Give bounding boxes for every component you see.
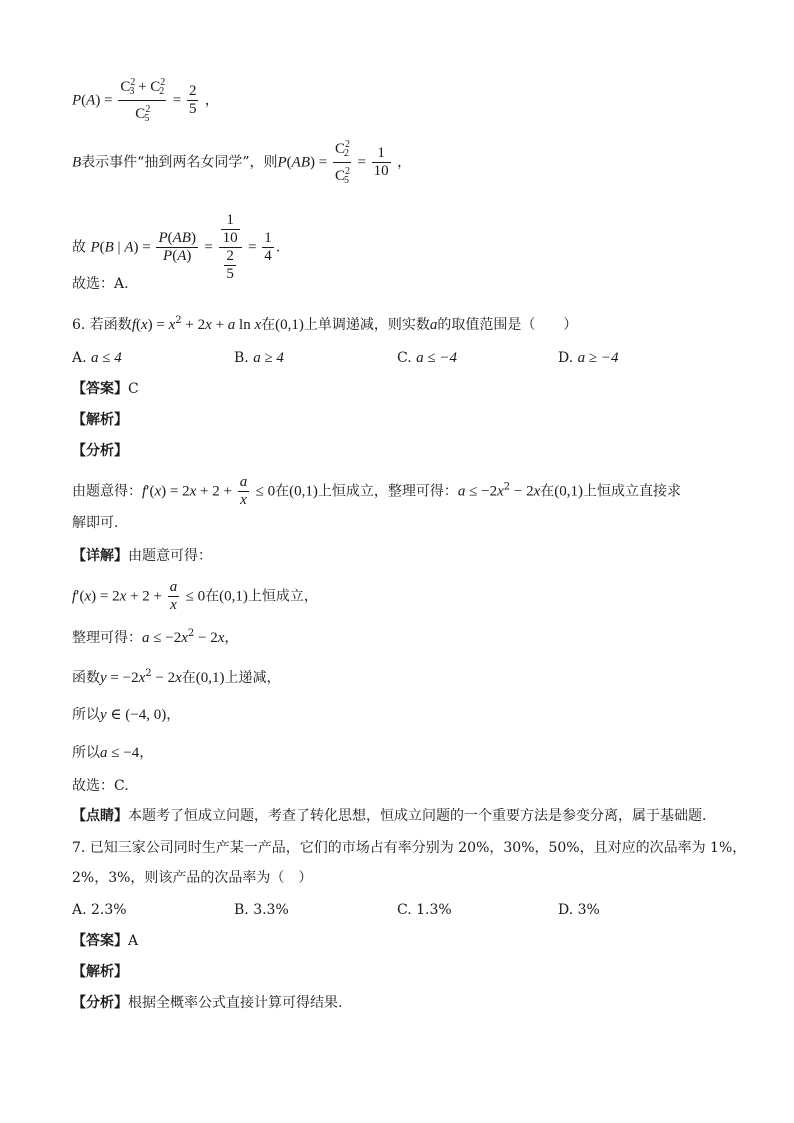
question-7-line-2: 2%，3%，则该产品的次品率为（ ） [72, 870, 313, 886]
choose-a: 故选：A. [72, 276, 129, 292]
text: 上恒成立， [247, 588, 318, 605]
fraction: $\frac{a}{x}$ [239, 474, 248, 508]
punctuation: ， [397, 154, 412, 171]
text: 在 [540, 483, 555, 500]
fraction: $\frac{C^2_3 + C^2_2}{C^2_5}$ [118, 74, 166, 127]
q6-option-c: C. a ≤ −4 [397, 350, 457, 366]
text: 上恒成立，整理可得： [317, 483, 458, 500]
q6-answer [72, 379, 139, 399]
text: 表示事件“抽到两名女同学”，则 [81, 154, 278, 171]
answer-label: 【答案】 [72, 381, 128, 397]
q6-options [72, 348, 722, 368]
text: ， [224, 630, 239, 646]
answer-label: 【答案】 [72, 933, 128, 949]
fenxi-label: 【分析】 [72, 443, 128, 459]
text: 本题考了恒成立问题，考查了转化思想，恒成立问题的一个重要方法是参变分离，属于基础题. [128, 808, 707, 824]
q7-answer [72, 931, 138, 951]
q7-option-d: D. 3% [558, 902, 600, 918]
text: 在 [205, 588, 220, 605]
text: 6. 若函数 [72, 317, 132, 333]
q6-fenxi-cont: 解即可. [72, 515, 119, 531]
text: 由题意得： [72, 483, 142, 500]
punctuation: ， [204, 92, 219, 109]
text: 函数 [72, 670, 100, 686]
text: 故 [72, 239, 86, 256]
question-6: 6. 若函数$f(x) = x^2 + 2x + a$ ln x在(0,1)上单调递减，则实数a的取值范围是（ ） [72, 315, 578, 333]
q6-fenxi: 由题意得：f′(x) = 2x + 2 + $\frac{a}{x}$ ≤ 0在(0,1)上恒成立，整理可得：$a \le -2x^2 - 2x$在(0,1)上恒成立直接求 [72, 474, 682, 508]
jiexi-label: 【解析】 [72, 412, 128, 428]
xiangjie [72, 546, 212, 566]
text: ， [139, 745, 154, 761]
xiangjie-label: 【详解】 [72, 548, 128, 564]
q7-option-b: B. 3.3% [234, 902, 289, 918]
q7-option-c: C. 1.3% [397, 902, 452, 918]
detail-line-2: 整理可得：$a \le -2x^2 - 2x$， [72, 628, 239, 646]
q7-option-a: A. 2.3% [72, 902, 127, 918]
compound-fraction: $\frac{\frac{1}{10}}{\frac{2}{5}}$ [219, 212, 242, 283]
dianjing [72, 806, 706, 826]
q6-option-a: A. a ≤ 4 [72, 350, 122, 366]
fenxi-label: 【分析】 [72, 995, 128, 1011]
text: 所以 [72, 745, 100, 761]
q6-option-d: D. a ≥ −4 [558, 350, 619, 366]
fraction: $\frac{C^2_2}{C^2_5}$ [333, 136, 351, 189]
punctuation: . [275, 239, 281, 256]
dianjing-label: 【点睛】 [72, 808, 128, 824]
detail-line-1: f′(x) = 2x + 2 + $\frac{a}{x}$ ≤ 0在(0,1)上恒成立， [72, 579, 318, 613]
q7-fenxi [72, 993, 342, 1013]
text: 在 [275, 483, 290, 500]
text: 在 [181, 670, 196, 686]
text: 上恒成立直接求 [583, 483, 682, 500]
fraction: $\frac{2}{5}$ [188, 83, 197, 117]
formula-p-b-given-a: 故 P(B | A) = $\frac{P(AB)}{P(A)}$ = $\frac{\frac{1}{10}}{\frac{2}{5}}$ = $\frac{1}{4}$ . [72, 212, 281, 282]
q7-options [72, 900, 722, 920]
formula-p-a: P(A) = $\frac{C^2_3 + C^2_2}{C^2_5}$ = $\frac{2}{5}$ ， [72, 74, 219, 127]
fraction: $\frac{P(AB)}{P(A)}$ [158, 230, 196, 264]
choose-c: 故选：C. [72, 778, 129, 794]
text: 上单调递减，则实数 [303, 317, 430, 333]
detail-line-5: 所以a ≤ −4， [72, 745, 154, 761]
detail-line-4: 所以y ∈ (−4, 0)， [72, 707, 181, 723]
fraction: $\frac{1}{4}$ [264, 230, 272, 264]
q7-jiexi-label: 【解析】 [72, 964, 128, 980]
answer-value: A [128, 933, 139, 949]
text: 整理可得： [72, 630, 142, 646]
text: 在 [261, 317, 276, 333]
text: 的取值范围是（ ） [437, 317, 578, 333]
fraction: $\frac{a}{x}$ [169, 579, 178, 613]
text: 上递减， [224, 670, 281, 686]
q6-option-b: B. a ≥ 4 [234, 350, 284, 366]
answer-value: C [128, 381, 139, 397]
detail-line-3: 函数$y = -2x^2 - 2x$在(0,1)上递减， [72, 668, 281, 686]
text: 由题意可得： [128, 548, 212, 564]
text: 所以 [72, 707, 100, 723]
text: ， [166, 707, 181, 723]
formula-p-ab: B表示事件“抽到两名女同学”，则P(AB) = $\frac{C^2_2}{C^2_5}$ = $\frac{1}{10}$ ， [72, 136, 411, 189]
question-7-line-1: 7. 已知三家公司同时生产某一产品，它们的市场占有率分别为 20%，30%，50%，且对应的次品率为 1%， [72, 840, 747, 856]
text: 根据全概率公式直接计算可得结果. [128, 995, 343, 1011]
fraction: $\frac{1}{10}$ [373, 145, 389, 179]
